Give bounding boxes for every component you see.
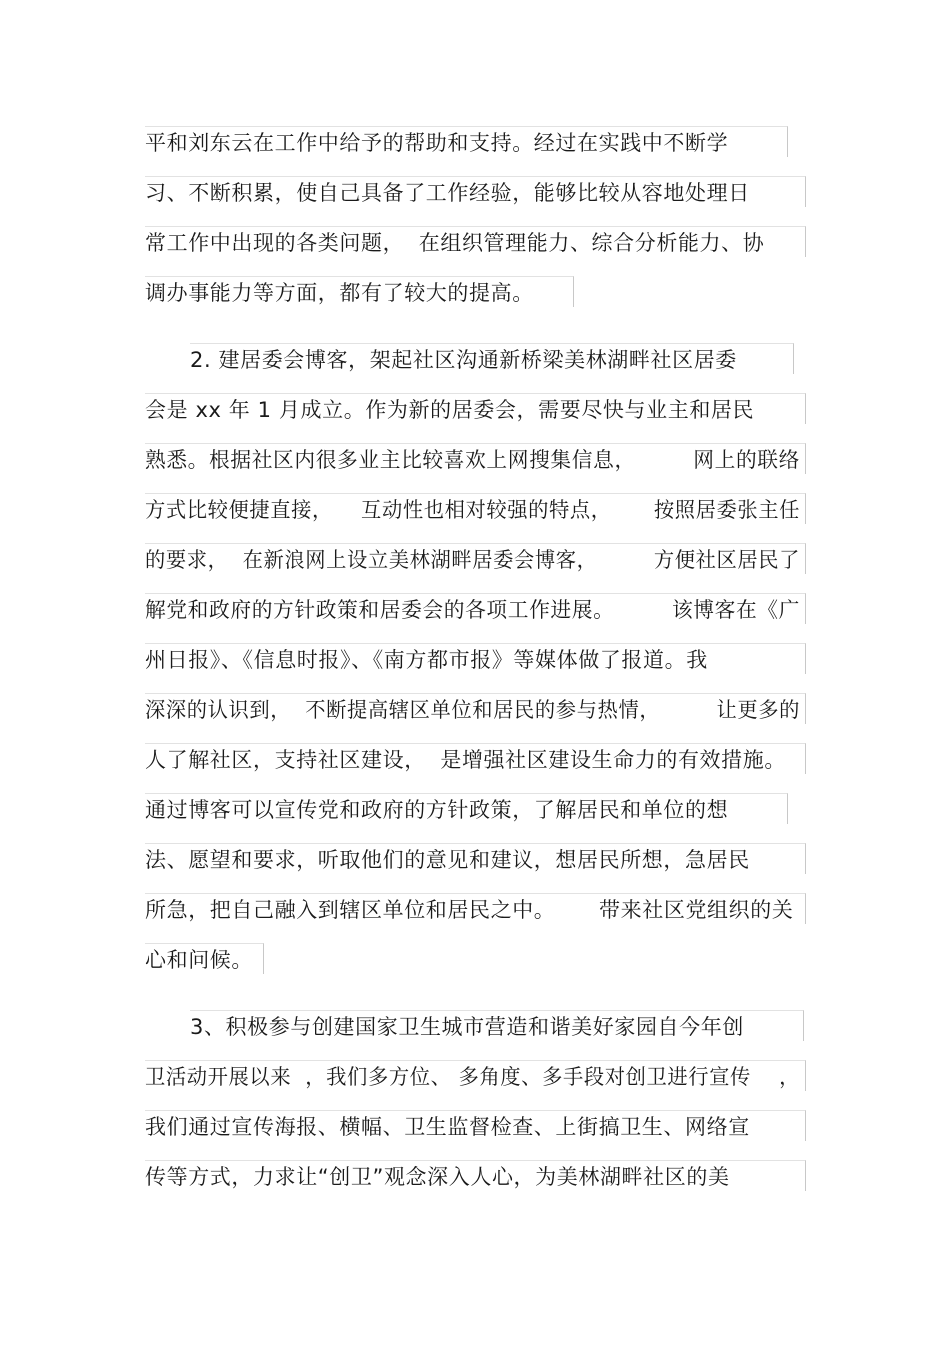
text-line: 调办事能力等方面，都有了较大的提高。: [145, 281, 534, 305]
text-line: 人了解社区，支持社区建设， 是增强社区建设生命力的有效措施。: [145, 748, 786, 772]
text-line: 卫活动开展以来 ，我们多方位、 多角度、多手段对创卫进行宣传 ，: [145, 1065, 800, 1089]
text-line: 习、不断积累，使自己具备了工作经验，能够比较从容地处理日: [145, 181, 750, 205]
text-line: 州日报》、《信息时报》、《南方都市报》等媒体做了报道。我: [145, 648, 708, 672]
text-line: 解党和政府的方针政策和居委会的各项工作进展。 该博客在《广: [145, 598, 800, 622]
text-line: 通过博客可以宣传党和政府的方针政策，了解居民和单位的想: [145, 798, 729, 822]
text-line: 我们通过宣传海报、横幅、卫生监督检查、上街搞卫生、网络宣: [145, 1115, 750, 1139]
text-line: 方式比较便捷直接， 互动性也相对较强的特点， 按照居委张主任: [145, 498, 800, 522]
paragraph-heading-line: 3、积极参与创建国家卫生城市营造和谐美好家园自今年创: [190, 1015, 744, 1039]
text-line: 熟悉。根据社区内很多业主比较喜欢上网搜集信息， 网上的联络: [145, 448, 800, 472]
text-line: 深深的认识到， 不断提高辖区单位和居民的参与热情， 让更多的: [145, 698, 800, 722]
text-line: 常工作中出现的各类问题， 在组织管理能力、综合分析能力、协: [145, 231, 765, 255]
text-line: 心和问候。: [145, 948, 253, 972]
text-line: 所急，把自己融入到辖区单位和居民之中。 带来社区党组织的关: [145, 898, 794, 922]
text-line: 会是 xx 年 1 月成立。作为新的居委会，需要尽快与业主和居民: [145, 398, 755, 422]
text-line: 传等方式，力求让“创卫”观念深入人心，为美林湖畔社区的美: [145, 1165, 730, 1189]
paragraph-heading-line: 2. 建居委会博客，架起社区沟通新桥梁美林湖畔社区居委: [190, 348, 737, 372]
text-line: 法、愿望和要求，听取他们的意见和建议，想居民所想，急居民: [145, 848, 750, 872]
text-line: 平和刘东云在工作中给予的帮助和支持。经过在实践中不断学: [145, 131, 729, 155]
text-line: 的要求， 在新浪网上设立美林湖畔居委会博客， 方便社区居民了: [145, 548, 800, 572]
